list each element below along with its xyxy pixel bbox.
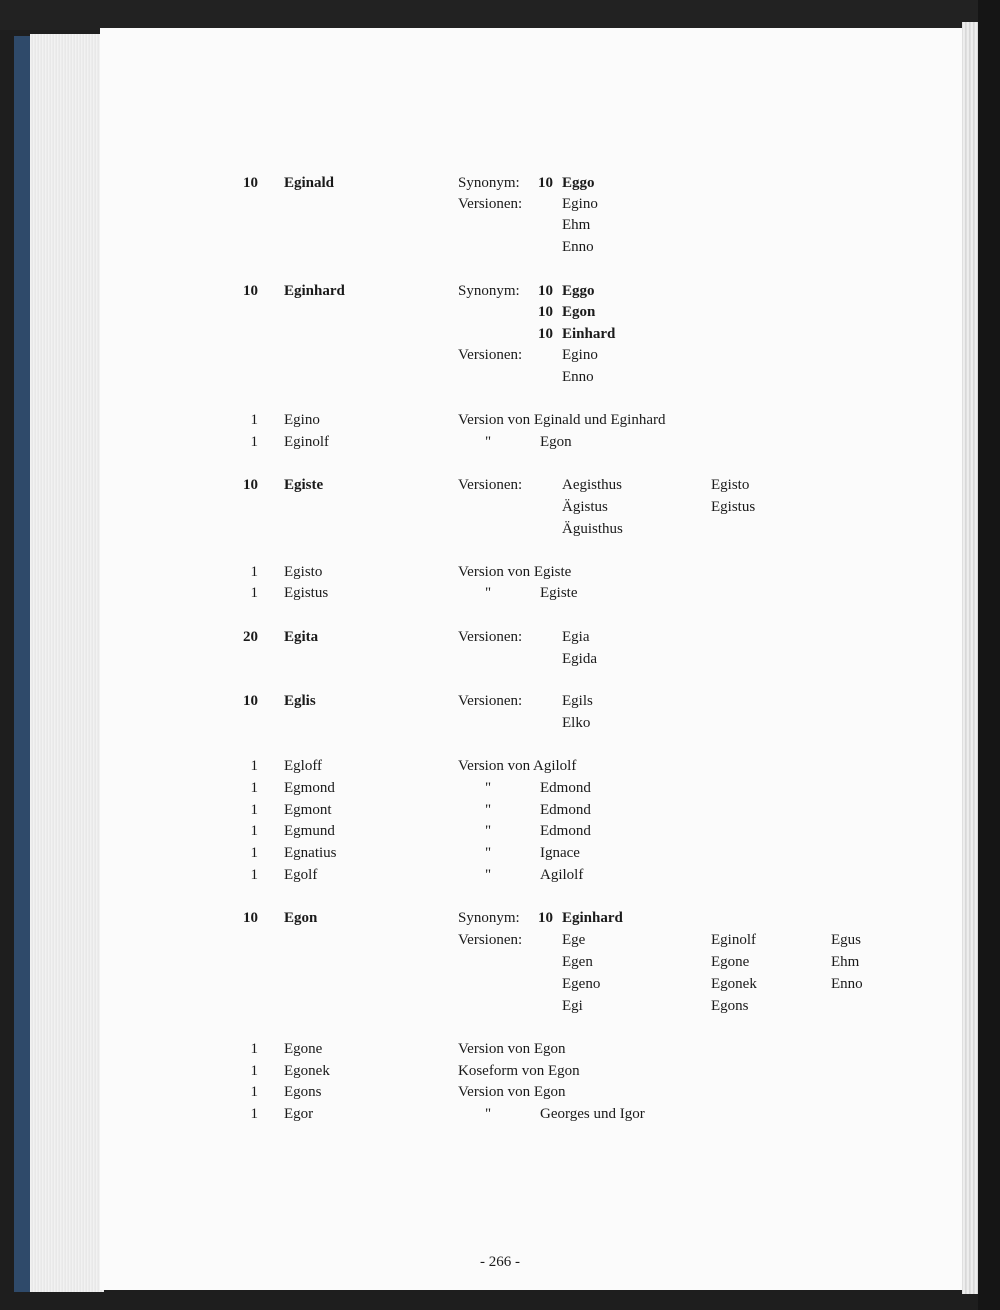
variant-name: Einhard [562, 326, 616, 342]
entry-line [0, 1081, 1000, 1103]
entry-name: Egon [284, 910, 318, 926]
variant-name: Egino [562, 196, 598, 212]
entry-count: 1 [250, 1084, 258, 1100]
entry-line [0, 1038, 1000, 1060]
entry-count: 1 [250, 1106, 258, 1122]
entry-reference: Edmond [540, 780, 591, 796]
variant-name: Ege [562, 932, 586, 948]
ditto-mark: " [485, 867, 492, 883]
entry-count: 1 [250, 1063, 258, 1079]
entry-name: Egino [284, 412, 320, 428]
entry-count: 1 [250, 823, 258, 839]
entry-count: 10 [243, 283, 258, 299]
entry-count: 1 [250, 758, 258, 774]
entry-line [0, 712, 1000, 734]
entry-line [0, 280, 1000, 302]
entry-line [0, 755, 1000, 777]
entry-name: Egor [284, 1106, 314, 1122]
entry-reference: Edmond [540, 802, 591, 818]
entry-line [0, 1060, 1000, 1082]
variant-name: Egida [562, 651, 597, 667]
entry-line [0, 799, 1000, 821]
entry-count: 1 [250, 867, 258, 883]
ditto-mark: " [485, 585, 492, 601]
variant-name: Enno [562, 369, 594, 385]
entry-label: Version von Agilolf [458, 758, 577, 774]
entry-line [0, 496, 1000, 518]
entry-name: Egolf [284, 867, 318, 883]
variant-name: Aegisthus [562, 477, 622, 493]
ditto-mark: " [485, 802, 492, 818]
variant-name: Egeno [562, 976, 601, 992]
entry-line [0, 995, 1000, 1017]
entry-line [0, 842, 1000, 864]
variant-name: Egi [562, 998, 583, 1014]
entry-line [0, 409, 1000, 431]
entry-label: Synonym: [458, 910, 520, 926]
variant-name: Eggo [562, 283, 595, 299]
variant-name: Elko [562, 715, 591, 731]
variant-name: Egistus [711, 499, 756, 515]
entry-reference: Egon [540, 434, 572, 450]
entry-count: 1 [250, 564, 258, 580]
dark-background-top [0, 0, 1000, 30]
ditto-mark: " [485, 780, 492, 796]
entry-count: 1 [250, 412, 258, 428]
entry-label: Versionen: [458, 693, 523, 709]
entry-line [0, 973, 1000, 995]
variant-name: Egone [711, 954, 750, 970]
entry-line [0, 323, 1000, 345]
variant-name: Egisto [711, 477, 750, 493]
ditto-mark: " [485, 845, 492, 861]
entry-line [0, 301, 1000, 323]
entry-line [0, 626, 1000, 648]
variant-name: Ehm [562, 217, 591, 233]
entry-line [0, 474, 1000, 496]
entry-name: Egons [284, 1084, 322, 1100]
entry-name: Egmont [284, 802, 332, 818]
entry-name: Eginhard [284, 283, 345, 299]
entry-line [0, 172, 1000, 194]
entry-label: Synonym: [458, 283, 520, 299]
entry-line [0, 951, 1000, 973]
variant-name: Egonek [711, 976, 757, 992]
variant-name: Eggo [562, 175, 595, 191]
entry-label: Version von Eginald und Eginhard [458, 412, 666, 428]
synonym-count: 10 [538, 175, 553, 191]
entry-count: 10 [243, 175, 258, 191]
entry-line [0, 193, 1000, 215]
variant-name: Enno [562, 239, 594, 255]
entry-reference: Egiste [540, 585, 578, 601]
entry-line [0, 864, 1000, 886]
entry-count: 10 [243, 693, 258, 709]
synonym-count: 10 [538, 304, 553, 320]
entry-line [0, 582, 1000, 604]
entry-name: Egmund [284, 823, 335, 839]
entry-label: Synonym: [458, 175, 520, 191]
variant-name: Ehm [831, 954, 860, 970]
entry-name: Egone [284, 1041, 323, 1057]
entry-name: Egita [284, 629, 319, 645]
entry-count: 1 [250, 1041, 258, 1057]
entry-line [0, 777, 1000, 799]
variant-name: Egino [562, 347, 598, 363]
variant-name: Eginhard [562, 910, 623, 926]
entry-name: Egloff [284, 758, 323, 774]
entry-line [0, 431, 1000, 453]
synonym-count: 10 [538, 283, 553, 299]
entry-count: 1 [250, 434, 258, 450]
entry-count: 1 [250, 780, 258, 796]
entry-line [0, 907, 1000, 929]
entry-name: Egonek [284, 1063, 330, 1079]
entry-label: Version von Egiste [458, 564, 572, 580]
entry-line [0, 214, 1000, 236]
variant-name: Eginolf [711, 932, 756, 948]
variant-name: Egon [562, 304, 596, 320]
entry-label: Versionen: [458, 629, 523, 645]
entry-name: Eglis [284, 693, 316, 709]
entry-line [0, 1103, 1000, 1125]
entry-name: Egisto [284, 564, 323, 580]
entry-count: 1 [250, 585, 258, 601]
entry-count: 1 [250, 802, 258, 818]
entry-line [0, 236, 1000, 258]
entry-label: Versionen: [458, 477, 523, 493]
entry-reference: Edmond [540, 823, 591, 839]
entry-label: Version von Egon [458, 1041, 566, 1057]
variant-name: Äguisthus [562, 521, 623, 537]
entry-name: Eginolf [284, 434, 329, 450]
entry-label: Koseform von Egon [458, 1063, 580, 1079]
entry-line [0, 820, 1000, 842]
entry-reference: Georges und Igor [540, 1106, 645, 1122]
entry-label: Versionen: [458, 347, 523, 363]
ditto-mark: " [485, 434, 492, 450]
entry-line [0, 648, 1000, 670]
entry-label: Version von Egon [458, 1084, 566, 1100]
variant-name: Enno [831, 976, 863, 992]
variant-name: Ägistus [562, 499, 608, 515]
synonym-count: 10 [538, 326, 553, 342]
entry-name: Egiste [284, 477, 324, 493]
ditto-mark: " [485, 1106, 492, 1122]
entry-line [0, 561, 1000, 583]
entry-count: 10 [243, 477, 258, 493]
entry-count: 1 [250, 845, 258, 861]
page-number: - 266 - [480, 1254, 520, 1270]
entry-count: 10 [243, 910, 258, 926]
entry-reference: Agilolf [540, 867, 584, 883]
entry-line [0, 929, 1000, 951]
synonym-count: 10 [538, 910, 553, 926]
variant-name: Egils [562, 693, 593, 709]
entry-label: Versionen: [458, 932, 523, 948]
variant-name: Egia [562, 629, 590, 645]
ditto-mark: " [485, 823, 492, 839]
entry-line [0, 518, 1000, 540]
entry-label: Versionen: [458, 196, 523, 212]
entry-line [0, 366, 1000, 388]
variant-name: Egons [711, 998, 749, 1014]
entry-name: Egistus [284, 585, 329, 601]
entry-name: Eginald [284, 175, 335, 191]
entry-line [0, 690, 1000, 712]
entry-line [0, 344, 1000, 366]
variant-name: Egen [562, 954, 593, 970]
entry-reference: Ignace [540, 845, 580, 861]
entry-name: Egmond [284, 780, 335, 796]
variant-name: Egus [831, 932, 861, 948]
entry-name: Egnatius [284, 845, 337, 861]
entry-count: 20 [243, 629, 258, 645]
